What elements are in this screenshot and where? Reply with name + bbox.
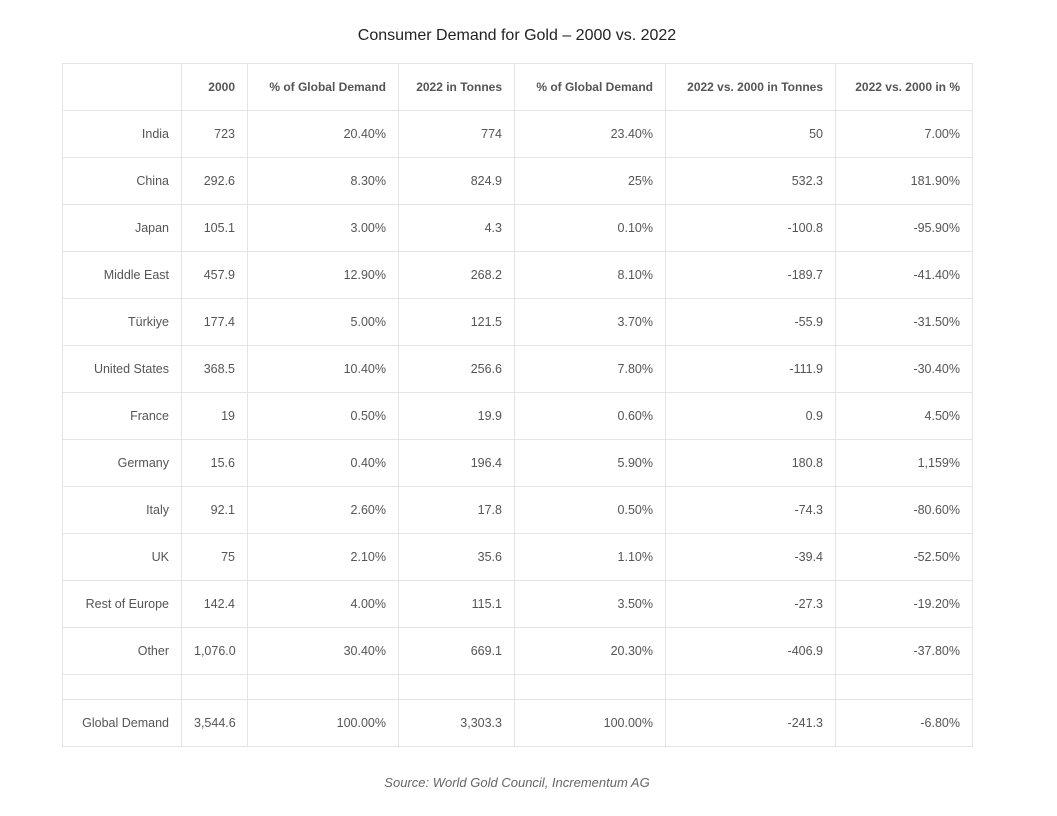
- cell-pct-2000: 100.00%: [248, 700, 399, 747]
- cell-tonnes-2000: 19: [182, 393, 248, 440]
- cell-tonnes-2000: 15.6: [182, 440, 248, 487]
- cell-country: United States: [63, 346, 182, 393]
- cell-tonnes-2022: 19.9: [399, 393, 515, 440]
- cell-pct-2000: 12.90%: [248, 252, 399, 299]
- cell-change-pct: -19.20%: [836, 581, 973, 628]
- cell-change-pct: -6.80%: [836, 700, 973, 747]
- cell-change-pct: -52.50%: [836, 534, 973, 581]
- source-note: Source: World Gold Council, Incrementum AG: [384, 775, 650, 790]
- spacer-cell: [515, 675, 666, 700]
- cell-change-tonnes: -74.3: [666, 487, 836, 534]
- header-cell-country: [63, 64, 182, 111]
- table-header: [63, 64, 973, 111]
- cell-pct-2000: 3.00%: [248, 205, 399, 252]
- cell-pct-2000: 2.10%: [248, 534, 399, 581]
- cell-pct-2022: 3.50%: [515, 581, 666, 628]
- cell-country: India: [63, 111, 182, 158]
- cell-pct-2022: 3.70%: [515, 299, 666, 346]
- spacer-cell: [399, 675, 515, 700]
- table-row: [63, 205, 973, 252]
- cell-pct-2022: 20.30%: [515, 628, 666, 675]
- cell-tonnes-2022: 268.2: [399, 252, 515, 299]
- table-row: [63, 252, 973, 299]
- cell-change-pct: -37.80%: [836, 628, 973, 675]
- cell-tonnes-2022: 824.9: [399, 158, 515, 205]
- cell-country: UK: [63, 534, 182, 581]
- spacer-cell: [248, 675, 399, 700]
- cell-change-pct: -31.50%: [836, 299, 973, 346]
- table-row: [63, 346, 973, 393]
- cell-tonnes-2000: 723: [182, 111, 248, 158]
- cell-change-pct: -80.60%: [836, 487, 973, 534]
- header-row: [63, 64, 973, 111]
- cell-change-tonnes: -27.3: [666, 581, 836, 628]
- cell-country: Middle East: [63, 252, 182, 299]
- cell-pct-2000: 30.40%: [248, 628, 399, 675]
- cell-tonnes-2022: 17.8: [399, 487, 515, 534]
- cell-pct-2022: 5.90%: [515, 440, 666, 487]
- cell-change-pct: 1,159%: [836, 440, 973, 487]
- cell-change-tonnes: -100.8: [666, 205, 836, 252]
- cell-country: Italy: [63, 487, 182, 534]
- cell-change-tonnes: -241.3: [666, 700, 836, 747]
- cell-tonnes-2022: 256.6: [399, 346, 515, 393]
- spacer-cell: [666, 675, 836, 700]
- table-row: [63, 628, 973, 675]
- table-body: [63, 111, 973, 747]
- table-row: [63, 111, 973, 158]
- spacer-cell: [182, 675, 248, 700]
- cell-country: Japan: [63, 205, 182, 252]
- cell-tonnes-2022: 35.6: [399, 534, 515, 581]
- header-cell-change-pct: 2022 vs. 2000 in %: [836, 64, 973, 111]
- cell-change-pct: -41.40%: [836, 252, 973, 299]
- cell-tonnes-2000: 3,544.6: [182, 700, 248, 747]
- table-row: [63, 393, 973, 440]
- spacer-cell: [836, 675, 973, 700]
- header-cell-pct-2000: % of Global Demand: [248, 64, 399, 111]
- cell-tonnes-2000: 75: [182, 534, 248, 581]
- cell-pct-2000: 2.60%: [248, 487, 399, 534]
- cell-change-tonnes: 532.3: [666, 158, 836, 205]
- spacer-row: [63, 675, 973, 700]
- cell-pct-2000: 5.00%: [248, 299, 399, 346]
- cell-pct-2022: 0.50%: [515, 487, 666, 534]
- cell-change-tonnes: -406.9: [666, 628, 836, 675]
- gold-demand-table: [62, 63, 973, 747]
- table-row: [63, 487, 973, 534]
- cell-tonnes-2000: 457.9: [182, 252, 248, 299]
- cell-pct-2022: 25%: [515, 158, 666, 205]
- cell-pct-2022: 0.60%: [515, 393, 666, 440]
- header-cell-change-tonnes: 2022 vs. 2000 in Tonnes: [666, 64, 836, 111]
- cell-tonnes-2022: 3,303.3: [399, 700, 515, 747]
- cell-tonnes-2022: 774: [399, 111, 515, 158]
- cell-tonnes-2022: 121.5: [399, 299, 515, 346]
- cell-tonnes-2000: 177.4: [182, 299, 248, 346]
- cell-pct-2022: 1.10%: [515, 534, 666, 581]
- page-title: Consumer Demand for Gold – 2000 vs. 2022: [357, 27, 677, 44]
- cell-tonnes-2000: 105.1: [182, 205, 248, 252]
- cell-pct-2000: 4.00%: [248, 581, 399, 628]
- cell-country: Other: [63, 628, 182, 675]
- table-row: [63, 581, 973, 628]
- cell-tonnes-2000: 1,076.0: [182, 628, 248, 675]
- cell-pct-2000: 0.50%: [248, 393, 399, 440]
- table-row: [63, 534, 973, 581]
- cell-change-tonnes: 50: [666, 111, 836, 158]
- cell-change-tonnes: 0.9: [666, 393, 836, 440]
- cell-country: France: [63, 393, 182, 440]
- cell-tonnes-2022: 115.1: [399, 581, 515, 628]
- cell-pct-2022: 7.80%: [515, 346, 666, 393]
- cell-pct-2022: 0.10%: [515, 205, 666, 252]
- table-row: [63, 299, 973, 346]
- cell-change-pct: 4.50%: [836, 393, 973, 440]
- header-cell-2000: 2000: [182, 64, 248, 111]
- cell-tonnes-2000: 92.1: [182, 487, 248, 534]
- cell-pct-2000: 0.40%: [248, 440, 399, 487]
- cell-tonnes-2022: 196.4: [399, 440, 515, 487]
- cell-change-tonnes: -39.4: [666, 534, 836, 581]
- header-cell-pct-2022: % of Global Demand: [515, 64, 666, 111]
- cell-change-pct: 7.00%: [836, 111, 973, 158]
- cell-tonnes-2000: 292.6: [182, 158, 248, 205]
- cell-change-tonnes: -189.7: [666, 252, 836, 299]
- total-row: [63, 700, 973, 747]
- table-row: [63, 440, 973, 487]
- cell-country: China: [63, 158, 182, 205]
- cell-tonnes-2000: 368.5: [182, 346, 248, 393]
- spacer-cell: [63, 675, 182, 700]
- cell-pct-2022: 8.10%: [515, 252, 666, 299]
- cell-pct-2000: 10.40%: [248, 346, 399, 393]
- cell-pct-2000: 20.40%: [248, 111, 399, 158]
- cell-country: Global Demand: [63, 700, 182, 747]
- table-row: [63, 158, 973, 205]
- cell-tonnes-2000: 142.4: [182, 581, 248, 628]
- cell-country: Rest of Europe: [63, 581, 182, 628]
- cell-country: Germany: [63, 440, 182, 487]
- cell-pct-2022: 23.40%: [515, 111, 666, 158]
- cell-pct-2022: 100.00%: [515, 700, 666, 747]
- cell-change-tonnes: 180.8: [666, 440, 836, 487]
- cell-tonnes-2022: 4.3: [399, 205, 515, 252]
- header-cell-2022-tonnes: 2022 in Tonnes: [399, 64, 515, 111]
- cell-tonnes-2022: 669.1: [399, 628, 515, 675]
- cell-change-pct: -30.40%: [836, 346, 973, 393]
- cell-country: Türkiye: [63, 299, 182, 346]
- cell-change-pct: 181.90%: [836, 158, 973, 205]
- cell-change-tonnes: -55.9: [666, 299, 836, 346]
- cell-pct-2000: 8.30%: [248, 158, 399, 205]
- cell-change-tonnes: -111.9: [666, 346, 836, 393]
- cell-change-pct: -95.90%: [836, 205, 973, 252]
